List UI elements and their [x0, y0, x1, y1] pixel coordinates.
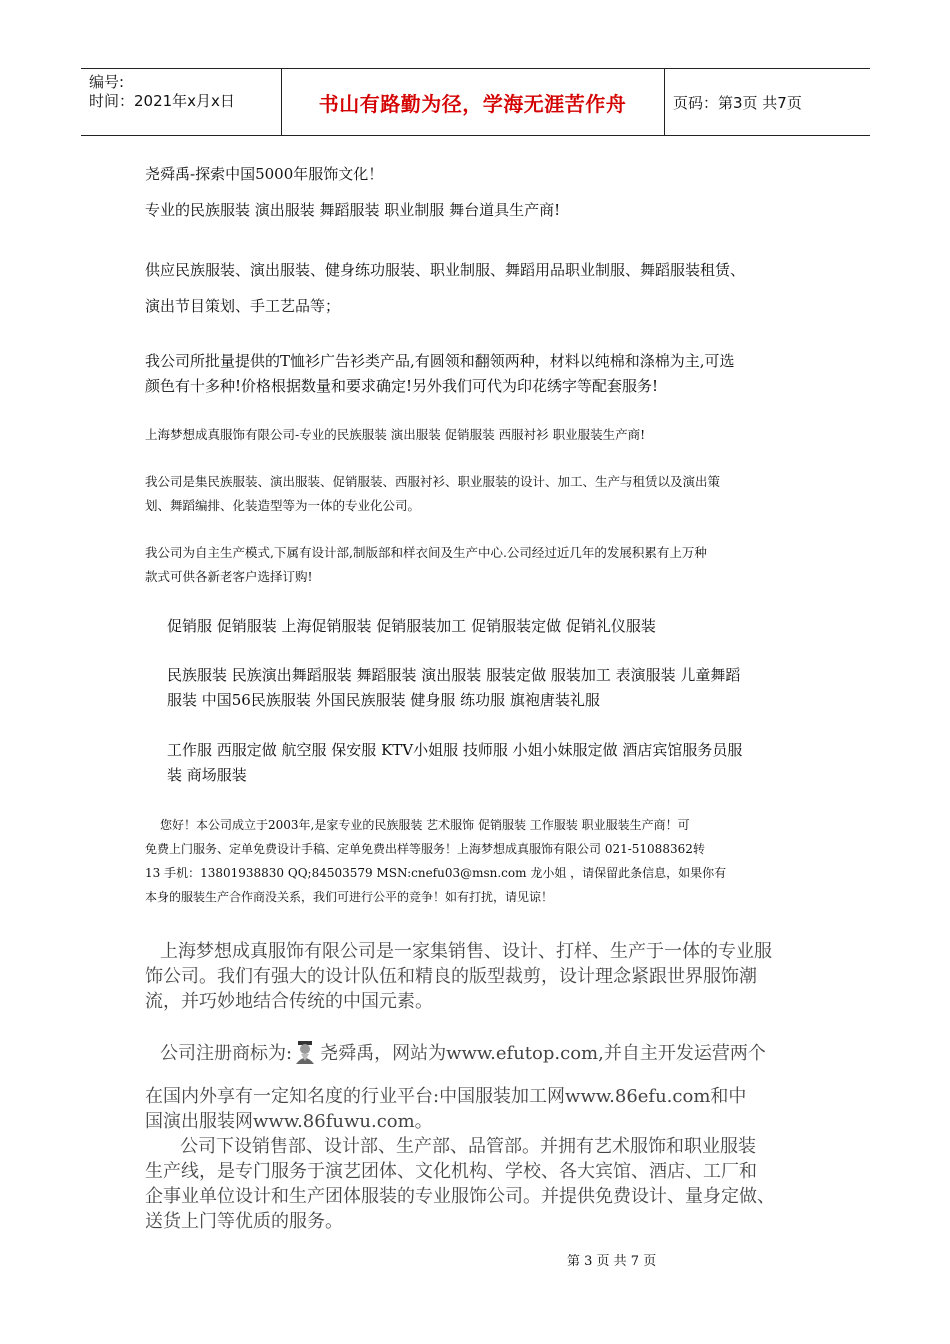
- trademark-text: 尧舜禹，网站为www.efutop.com,并自主开发运营两个: [320, 1043, 766, 1064]
- intro-text: 划、舞蹈编排、化装造型等为一体的专业化公司。: [145, 498, 421, 513]
- about-text: 饰公司。我们有强大的设计队伍和精良的版型裁剪，设计理念紧跟世界服饰潮: [145, 966, 757, 987]
- number-label: 编号:: [89, 73, 125, 91]
- supply-text: 演出节目策划、手工艺品等；: [145, 297, 341, 315]
- department-text: 送货上门等优质的服务。: [145, 1211, 343, 1232]
- about-text: 上海梦想成真服饰有限公司是一家集销售、设计、打样、生产于一体的专业服: [160, 941, 772, 962]
- keywords-ethnic: 民族服装 民族演出舞蹈服装 舞蹈服装 演出服装 服装定做 服装加工 表演服装 儿童舞蹈: [167, 666, 741, 684]
- contact-text: 13 手机：13801938830 QQ;84503579 MSN:cnefu03@msn.com 龙小姐 ，请保留此条信息，如果你有: [145, 866, 727, 880]
- company-title: 上海梦想成真服饰有限公司-专业的民族服装 演出服装 促销服装 西服衬衫 职业服装生产商!: [145, 427, 646, 442]
- tshirt-text: 我公司所批量提供的T恤衫广告衫类产品,有圆领和翻领两种，材料以纯棉和涤棉为主,可选: [145, 352, 735, 370]
- keywords-workwear: 工作服 西服定做 航空服 保安服 KTV小姐服 技师服 小姐小妹服定做 酒店宾馆服务员服: [167, 741, 743, 759]
- contact-text: 您好！本公司成立于2003年,是家专业的民族服装 艺术服饰 促销服装 工作服装 职业服装生产商！可: [160, 818, 690, 832]
- keywords-ethnic: 服装 中国56民族服装 外国民族服装 健身服 练功服 旗袍唐装礼服: [167, 691, 600, 709]
- keywords-promo: 促销服 促销服装 上海促销服装 促销服装加工 促销服装定做 促销礼仪服装: [167, 617, 656, 635]
- contact-text: 免费上门服务、定单免费设计手稿、定单免费出样等服务！上海梦想成真服饰有限公司 021-51088362转: [145, 842, 705, 856]
- tshirt-text: 颜色有十多种!价格根据数量和要求确定!另外我们可代为印花绣字等配套服务!: [145, 377, 659, 395]
- business-line: 专业的民族服装 演出服装 舞蹈服装 职业制服 舞台道具生产商!: [145, 201, 561, 219]
- department-text: 企事业单位设计和生产团体服装的专业服饰公司。并提供免费设计、量身定做、: [145, 1186, 775, 1207]
- slogan-line: 尧舜禹-探索中国5000年服饰文化！: [145, 165, 384, 183]
- intro-text: 我公司是集民族服装、演出服装、促销服装、西服衬衫、职业服装的设计、加工、生产与租赁以及演出策: [145, 474, 721, 489]
- header-divider: [664, 69, 665, 135]
- platform-text: 在国内外享有一定知名度的行业平台:中国服装加工网www.86efu.com和中: [145, 1086, 747, 1107]
- about-text: 流，并巧妙地结合传统的中国元素。: [145, 991, 433, 1012]
- contact-text: 本身的服装生产合作商没关系，我们可进行公平的竞争！如有打扰，请见谅！: [145, 890, 554, 904]
- header-table: [81, 68, 870, 136]
- platform-text: 国演出服装网www.86fuwu.com。: [145, 1111, 433, 1132]
- trademark-line: [160, 1039, 766, 1065]
- mode-text: 我公司为自主生产模式,下属有设计部,制版部和样衣间及生产中心.公司经过近几年的发展积累有上万种: [145, 545, 707, 560]
- motto: 书山有路勤为径，学海无涯苦作舟: [318, 91, 627, 116]
- brand-logo-icon: [292, 1039, 318, 1065]
- time-label: 时间：2021年x月x日: [89, 92, 235, 110]
- trademark-label: 公司注册商标为:: [160, 1043, 293, 1064]
- department-text: 生产线，是专门服务于演艺团体、文化机构、学校、各大宾馆、酒店、工厂和: [145, 1161, 757, 1182]
- page-footer: 第 3 页 共 7 页: [567, 1254, 657, 1269]
- header-left-cell: [89, 73, 235, 111]
- page-info: 页码：第3页 共7页: [673, 93, 802, 112]
- supply-text: 供应民族服装、演出服装、健身练功服装、职业制服、舞蹈用品职业制服、舞蹈服装租赁、: [145, 261, 746, 279]
- department-text: 公司下设销售部、设计部、生产部、品管部。并拥有艺术服饰和职业服装: [180, 1136, 756, 1157]
- keywords-workwear: 装 商场服装: [167, 766, 247, 784]
- mode-text: 款式可供各新老客户选择订购!: [145, 569, 313, 584]
